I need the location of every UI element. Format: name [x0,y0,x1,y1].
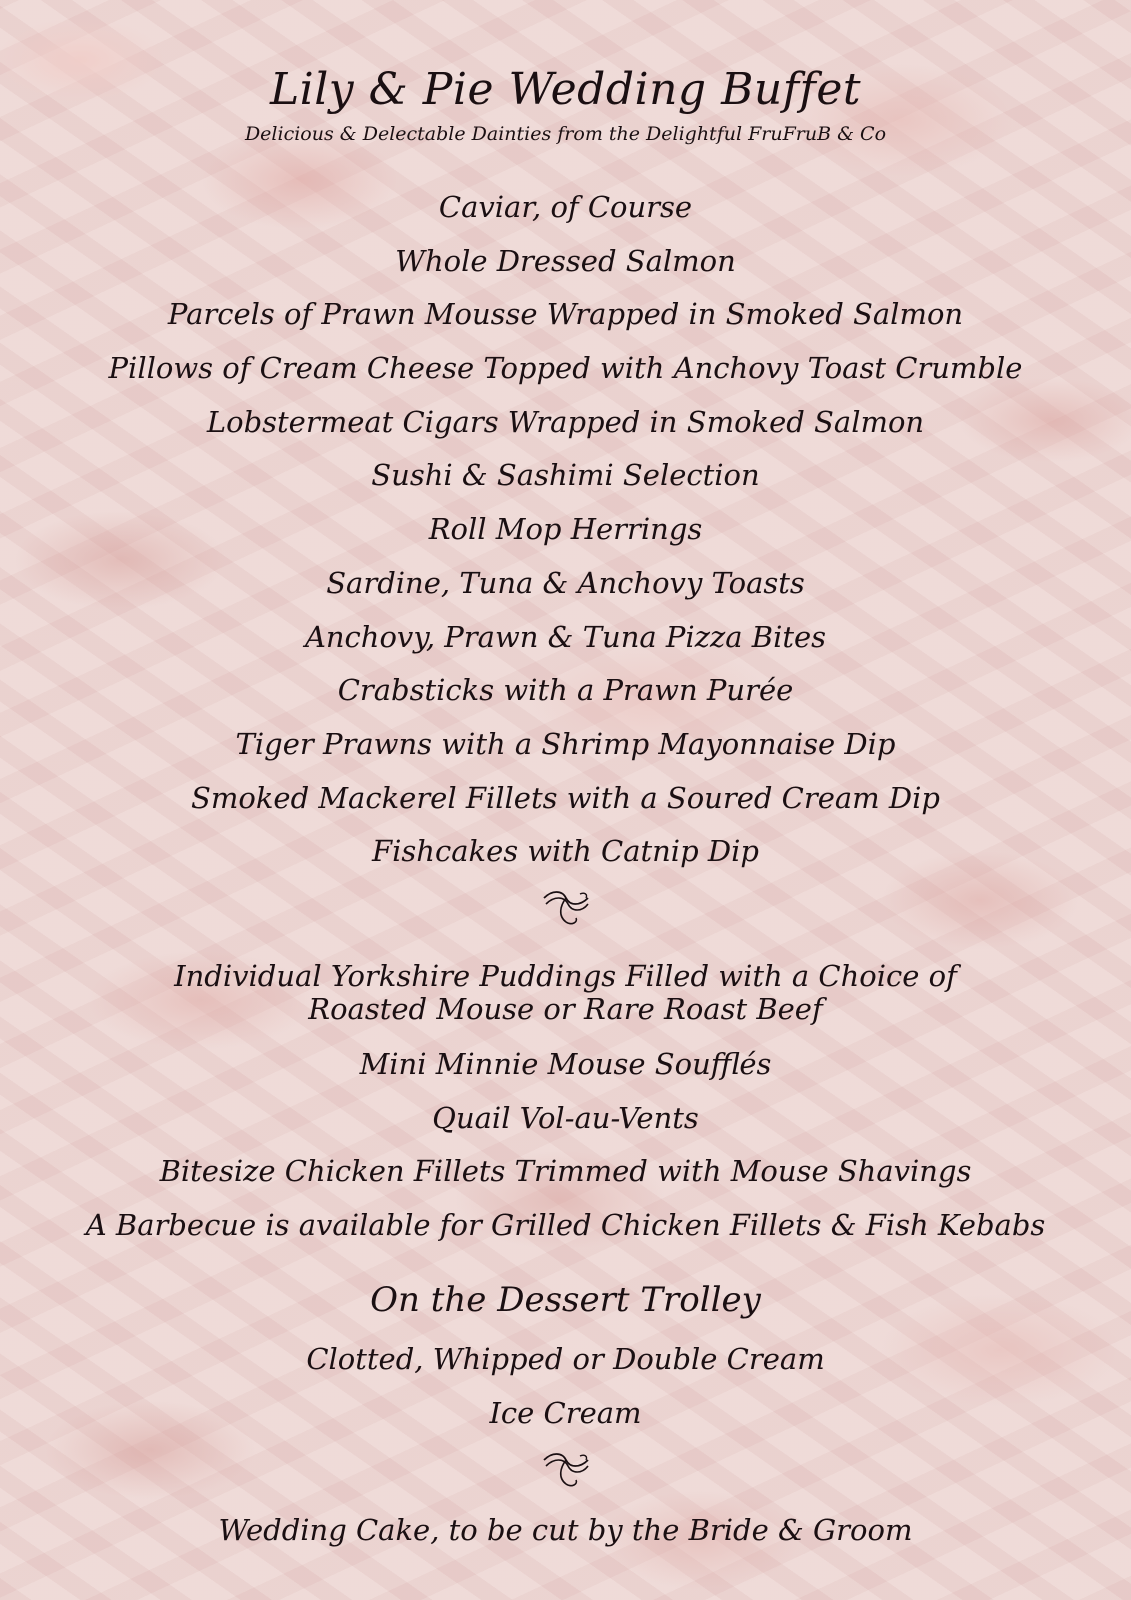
menu-item-line-1: Individual Yorkshire Puddings Filled with a Choice of [174,959,957,993]
menu-item: Sardine, Tuna & Anchovy Toasts [326,565,805,600]
menu-item: A Barbecue is available for Grilled Chicken Fillets & Fish Kebabs [85,1208,1046,1243]
menu-title: Lily & Pie Wedding Buffet [269,64,862,115]
yorkshire-pudding-item [0,960,1131,1026]
menu-item: Roll Mop Herrings [428,512,703,547]
flourish-divider-icon [540,884,592,928]
meat-items-list [0,1038,1131,1253]
flourish-divider-icon [540,1446,592,1490]
menu-item-line-2: Roasted Mouse or Rare Roast Beef [308,992,823,1026]
menu-item: Sushi & Sashimi Selection [371,458,760,493]
menu-item: Fishcakes with Catnip Dip [372,834,759,869]
menu-item: Mini Minnie Mouse Soufflés [359,1047,772,1081]
menu-item: Parcels of Prawn Mousse Wrapped in Smoked Salmon [167,297,964,332]
dessert-heading: On the Dessert Trolley [370,1280,761,1320]
dessert-items-list [0,1333,1131,1440]
menu-item: Crabsticks with a Prawn Purée [337,673,794,708]
menu-item: Anchovy, Prawn & Tuna Pizza Bites [304,619,827,654]
menu-item: Lobstermeat Cigars Wrapped in Smoked Salmon [206,404,925,439]
savoury-items-list [0,181,1131,879]
menu-item: Whole Dressed Salmon [395,243,736,278]
menu-item: Smoked Mackerel Fillets with a Soured Cream Dip [191,780,940,815]
closing-line: Wedding Cake, to be cut by the Bride & Groom [218,1513,913,1547]
menu-item: Clotted, Whipped or Double Cream [306,1342,825,1376]
menu-item: Quail Vol-au-Vents [432,1100,699,1135]
menu-item: Tiger Prawns with a Shrimp Mayonnaise Dip [235,726,896,761]
menu-item: Bitesize Chicken Fillets Trimmed with Mouse Shavings [159,1154,972,1189]
menu-item: Pillows of Cream Cheese Topped with Anchovy Toast Crumble [108,351,1023,386]
menu-subtitle: Delicious & Delectable Dainties from the Delightful FruFruB & Co [244,123,887,145]
menu-item: Ice Cream [489,1395,642,1430]
menu-item: Caviar, of Course [438,190,693,224]
